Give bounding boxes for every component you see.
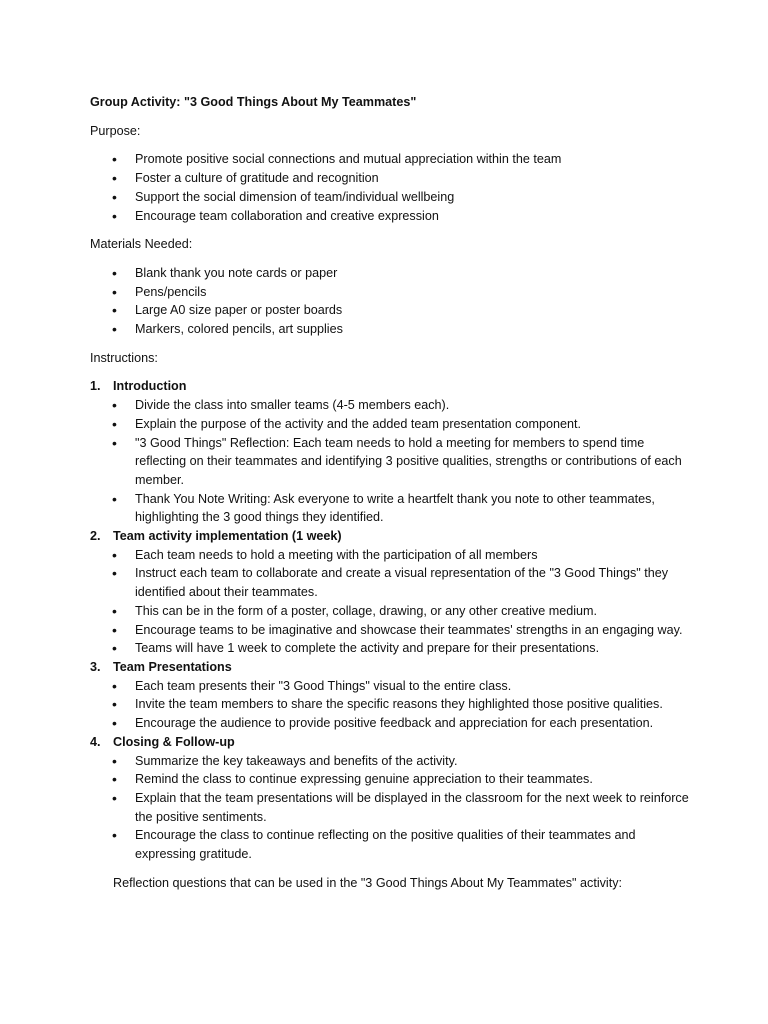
instructions-label: Instructions:: [90, 350, 158, 365]
step-heading: [90, 658, 690, 677]
step-item-list: [90, 546, 690, 658]
materials-list: [90, 264, 690, 339]
purpose-label: Purpose:: [90, 123, 141, 138]
step-1: [90, 377, 690, 527]
step-item: • Each team needs to hold a meeting with the participation of all members: [90, 546, 690, 565]
step-heading-text: Team activity implementation (1 week): [113, 529, 342, 544]
step-item: • "3 Good Things" Reflection: Each team needs to hold a meeting for members to spend time reflecting on their teammates and identifying 3 positive qualities, strengths or contributions of each member.: [90, 434, 690, 490]
step-heading-text: Closing & Follow-up: [113, 734, 235, 749]
step-item: • Explain that the team presentations will be displayed in the classroom for the next week to reinforce the positive sentiments.: [90, 789, 690, 826]
step-item: • Summarize the key takeaways and benefits of the activity.: [90, 752, 690, 771]
step-number: 2.: [90, 529, 101, 544]
step-number: 1.: [90, 379, 101, 394]
step-item: • Divide the class into smaller teams (4-5 members each).: [90, 396, 690, 415]
step-item: • Each team presents their "3 Good Things" visual to the entire class.: [90, 677, 690, 696]
step-item: • This can be in the form of a poster, collage, drawing, or any other creative medium.: [90, 602, 690, 621]
step-item: • Remind the class to continue expressing genuine appreciation to their teammates.: [90, 770, 690, 789]
step-heading-text: Team Presentations: [113, 659, 232, 674]
step-number: 4.: [90, 734, 101, 749]
materials-item: • Large A0 size paper or poster boards: [90, 301, 690, 320]
materials-item: • Markers, colored pencils, art supplies: [90, 320, 690, 339]
step-item: • Instruct each team to collaborate and create a visual representation of the "3 Good Things" they identified about their teammates.: [90, 564, 690, 601]
step-heading-text: Introduction: [113, 379, 187, 394]
step-2: [90, 527, 690, 658]
purpose-item: • Foster a culture of gratitude and recognition: [90, 169, 690, 188]
step-item: • Teams will have 1 week to complete the activity and prepare for their presentations.: [90, 639, 690, 658]
step-number: 3.: [90, 659, 101, 674]
purpose-item: • Promote positive social connections and mutual appreciation within the team: [90, 150, 690, 169]
purpose-item: • Support the social dimension of team/individual wellbeing: [90, 188, 690, 207]
purpose-item: • Encourage team collaboration and creative expression: [90, 207, 690, 226]
purpose-list: [90, 150, 690, 225]
step-heading: [90, 377, 690, 396]
materials-item: • Pens/pencils: [90, 283, 690, 302]
step-item-list: [90, 396, 690, 527]
step-item: • Invite the team members to share the specific reasons they highlighted those positive qualities.: [90, 695, 690, 714]
document-page: [90, 93, 690, 892]
step-item-list: [90, 752, 690, 864]
reflection-questions-intro: Reflection questions that can be used in the "3 Good Things About My Teammates" activity:: [113, 875, 623, 890]
document-title: Group Activity: "3 Good Things About My Teammates": [90, 95, 417, 109]
step-3: [90, 658, 690, 733]
step-item: • Encourage the class to continue reflecting on the positive qualities of their teammates and expressing gratitude.: [90, 826, 690, 863]
step-item: • Explain the purpose of the activity and the added team presentation component.: [90, 415, 690, 434]
step-item: • Thank You Note Writing: Ask everyone to write a heartfelt thank you note to other teammates, highlighting the 3 good things they identified.: [90, 490, 690, 527]
step-4: [90, 733, 690, 864]
step-heading: [90, 733, 690, 752]
instructions-steps: [90, 377, 690, 863]
step-item: • Encourage the audience to provide positive feedback and appreciation for each presentation.: [90, 714, 690, 733]
materials-label: Materials Needed:: [90, 237, 193, 252]
step-item: • Encourage teams to be imaginative and showcase their teammates' strengths in an engaging way.: [90, 621, 690, 640]
step-heading: [90, 527, 690, 546]
step-item-list: [90, 677, 690, 733]
materials-item: • Blank thank you note cards or paper: [90, 264, 690, 283]
